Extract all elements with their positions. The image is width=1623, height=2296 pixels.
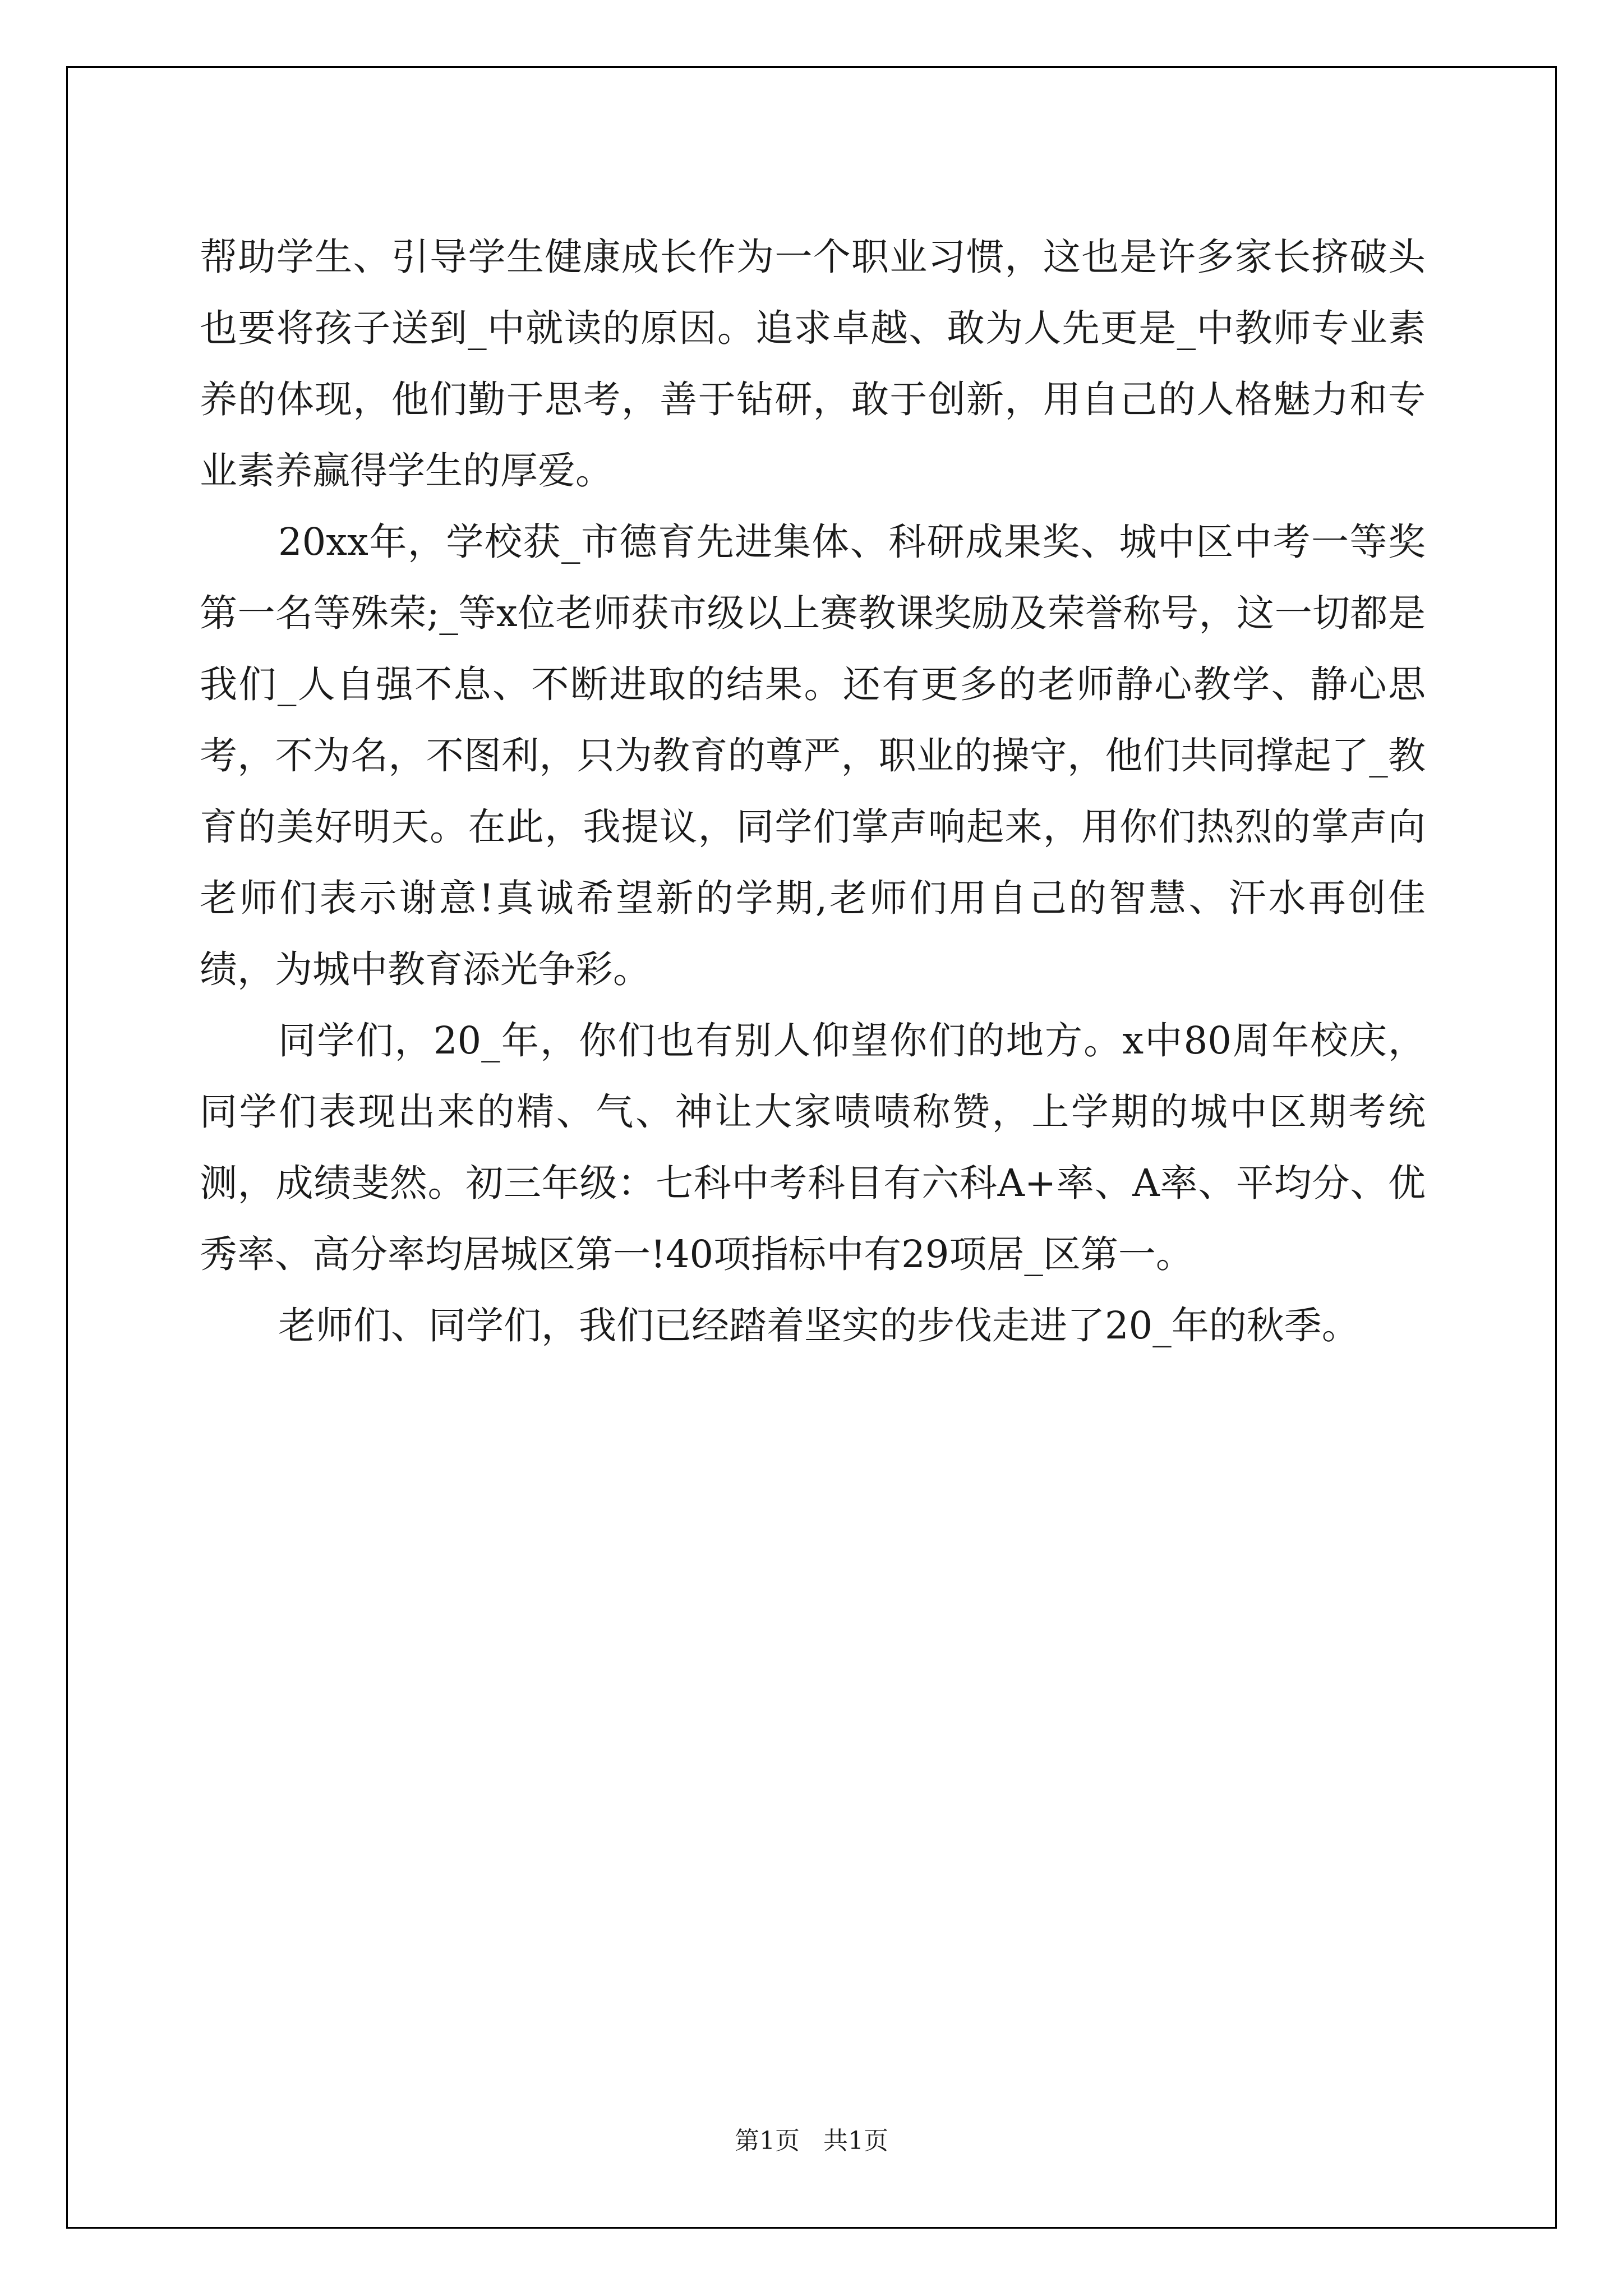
paragraph-2: 20xx年，学校获_市德育先进集体、科研成果奖、城中区中考一等奖第一名等殊荣;_等x位老师获市级以上赛教课奖励及荣誉称号，这一切都是我们_人自强不息、不断进取的结果。还有更多的老师静心教学、静心思考，不为名，不图利，只为教育的尊严，职业的操守，他们共同撑起了_教育的美好明天。在此，我提议，同学们掌声响起来，用你们热烈的掌声向老师们表示谢意!真诚希望新的学期,老师们用自己的智慧、汗水再创佳绩，为城中教育添光争彩。: [200, 520, 1426, 991]
paragraph-1: 帮助学生、引导学生健康成长作为一个职业习惯，这也是许多家长挤破头也要将孩子送到_中就读的原因。追求卓越、敢为人先更是_中教师专业素养的体现，他们勤于思考，善于钻研，敢于创新，用自己的人格魅力和专业素养赢得学生的厚爱。: [200, 235, 1426, 493]
paragraph-4: 老师们、同学们，我们已经踏着坚实的步伐走进了20_年的秋季。: [278, 1304, 1359, 1347]
paragraph-3: 同学们，20_年，你们也有别人仰望你们的地方。x中80周年校庆，同学们表现出来的精、气、神让大家啧啧称赞，上学期的城中区期考统测，成绩斐然。初三年级：七科中考科目有六科A+率、A率、平均分、优秀率、高分率均居城区第一!40项指标中有29项居_区第一。: [200, 1019, 1426, 1276]
document-body: [200, 222, 1426, 1361]
page-footer: 第1页 共1页: [735, 2127, 888, 2155]
